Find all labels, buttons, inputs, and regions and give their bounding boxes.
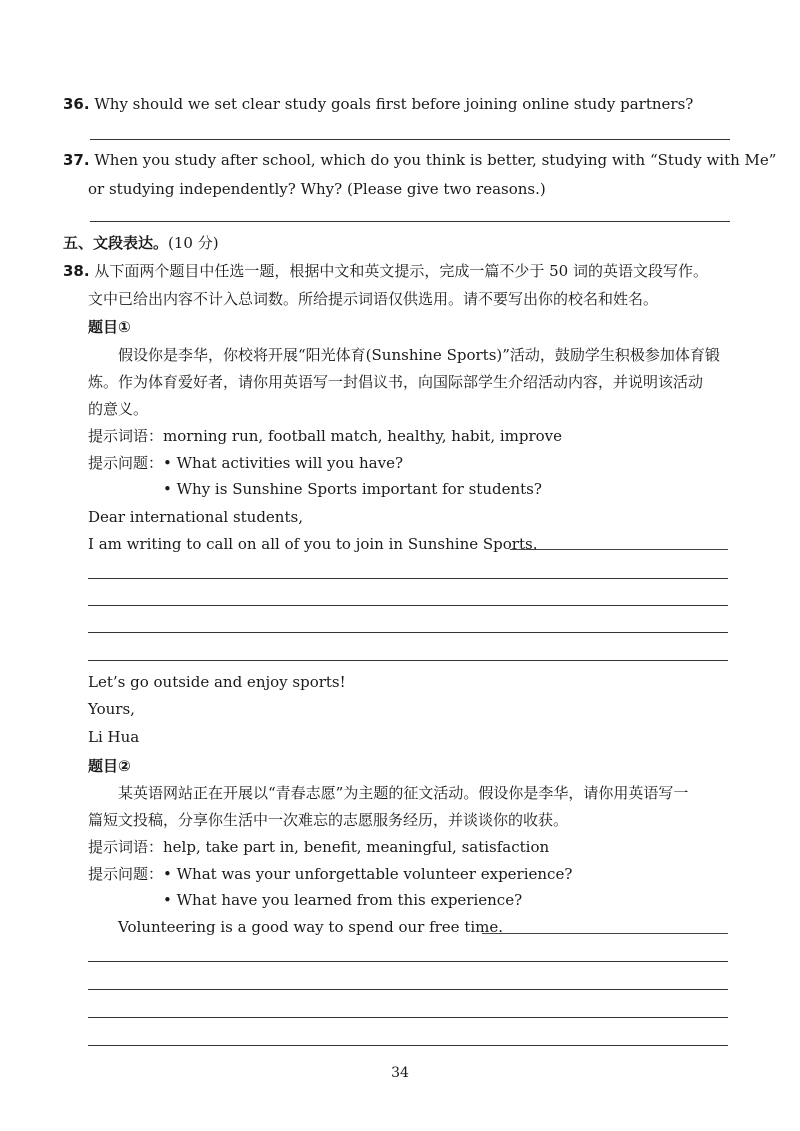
- section-heading: [63, 232, 219, 253]
- topic2-desc-line2: 篇短文投稿，分享你生活中一次难忘的志愿服务经历，并谈谈你的收获。: [88, 811, 569, 829]
- writing-line[interactable]: [88, 961, 728, 962]
- question-text: Why should we set clear study goals first before joining online study partners?: [94, 95, 694, 113]
- writing-line[interactable]: [482, 933, 728, 934]
- topic1-label: 题目①: [88, 318, 131, 336]
- topic1-closing: Let’s go outside and enjoy sports!: [88, 673, 346, 691]
- hint-words: help, take part in, benefit, meaningful, satisfaction: [163, 838, 550, 856]
- hint-words-label: 提示词语：: [88, 427, 164, 445]
- writing-line[interactable]: [88, 578, 728, 579]
- topic1-desc-line2: 炼。作为体育爱好者，请你用英语写一封倡议书，向国际部学生介绍活动内容，并说明该活动: [88, 373, 704, 391]
- writing-line[interactable]: [88, 989, 728, 990]
- question-number: 36.: [63, 95, 90, 113]
- hint-question: • What activities will you have?: [163, 454, 403, 472]
- topic2-hint-question1: [88, 863, 572, 884]
- question-text-line1: When you study after school, which do you think is better, studying with “Study with Me”: [94, 151, 777, 169]
- topic1-opening: I am writing to call on all of you to join in Sunshine Sports.: [88, 535, 538, 553]
- question-text-line2: or studying independently? Why? (Please give two reasons.): [88, 180, 546, 198]
- section-score: (10 分): [168, 234, 219, 252]
- question-38: [63, 260, 708, 281]
- hint-questions-label: 提示问题：: [88, 865, 164, 883]
- topic1-desc-line3: 的意义。: [88, 400, 149, 418]
- topic2-label: 题目②: [88, 757, 131, 775]
- topic1-signature: Li Hua: [88, 728, 140, 746]
- hint-questions-label: 提示问题：: [88, 454, 164, 472]
- topic2-desc-line1: 某英语网站正在开展以“青春志愿”为主题的征文活动。假设你是李华，请你用英语写一: [118, 784, 689, 802]
- writing-line[interactable]: [88, 1017, 728, 1018]
- topic1-hint-words: [88, 425, 562, 446]
- question-intro-line1: 从下面两个题目中任选一题，根据中文和英文提示，完成一篇不少于 50 词的英语文段写作。: [94, 262, 708, 280]
- topic1-salutation: Dear international students,: [88, 508, 303, 526]
- topic2-hint-question2: • What have you learned from this experience?: [163, 891, 523, 909]
- hint-question: • What was your unforgettable volunteer experience?: [163, 865, 573, 883]
- writing-line[interactable]: [510, 549, 728, 550]
- page-number: 34: [391, 1065, 409, 1081]
- question-number: 37.: [63, 151, 90, 169]
- topic2-hint-words: [88, 836, 549, 857]
- topic2-opening: Volunteering is a good way to spend our free time.: [118, 918, 504, 936]
- topic1-hint-question1: [88, 452, 403, 473]
- answer-line-36[interactable]: [90, 139, 730, 140]
- answer-line-37[interactable]: [90, 221, 730, 222]
- section-title: 五、文段表达。: [63, 234, 169, 252]
- hint-words: morning run, football match, healthy, habit, improve: [163, 427, 563, 445]
- writing-line[interactable]: [88, 632, 728, 633]
- topic1-desc-line1: 假设你是李华，你校将开展“阳光体育(Sunshine Sports)”活动，鼓励学生积极参加体育锻: [118, 346, 720, 364]
- hint-words-label: 提示词语：: [88, 838, 164, 856]
- writing-line[interactable]: [88, 605, 728, 606]
- writing-line[interactable]: [88, 660, 728, 661]
- question-36: [63, 95, 693, 113]
- question-intro-line2: 文中已给出内容不计入总词数。所给提示词语仅供选用。请不要写出你的校名和姓名。: [88, 290, 659, 308]
- writing-line[interactable]: [88, 1045, 728, 1046]
- question-number: 38.: [63, 262, 90, 280]
- topic1-hint-question2: • Why is Sunshine Sports important for students?: [163, 480, 542, 498]
- question-37: [63, 151, 776, 169]
- topic1-signoff: Yours,: [88, 700, 135, 718]
